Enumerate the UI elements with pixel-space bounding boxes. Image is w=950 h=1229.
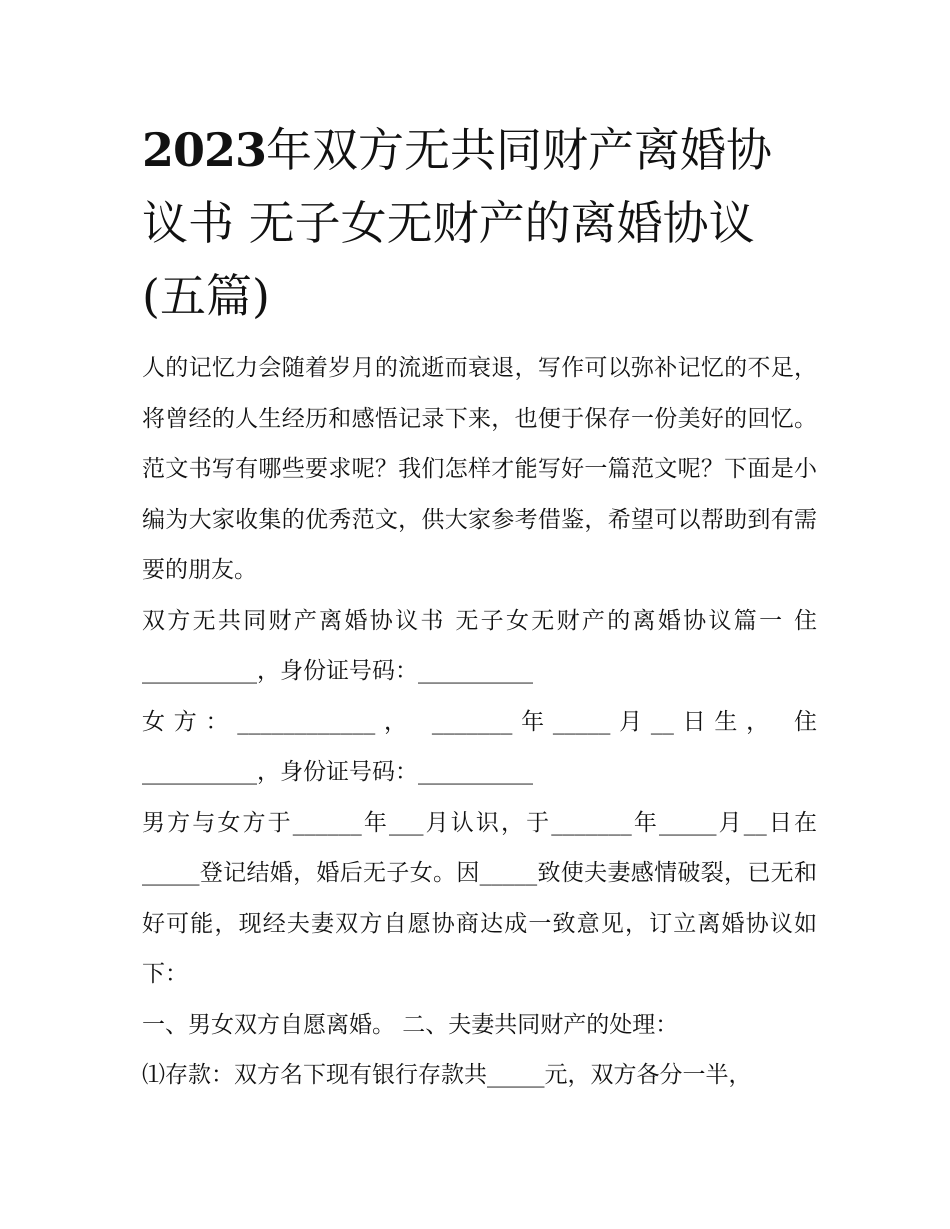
female-party-paragraph: 女方：____________， _______年_____月__日生， 住__________，身份证号码：__________ — [142, 708, 817, 785]
title-year: 2023 — [142, 123, 267, 177]
document-body — [142, 343, 817, 1101]
agreement-heading-paragraph: 双方无共同财产离婚协议书 无子女无财产的离婚协议篇一 住__________，身份证号码：__________ — [142, 607, 817, 684]
document-page — [142, 114, 817, 1101]
document-title — [142, 114, 817, 333]
intro-paragraph: 人的记忆力会随着岁月的流逝而衰退，写作可以弥补记忆的不足，将曾经的人生经历和感悟记录下来，也便于保存一份美好的回忆。范文书写有哪些要求呢？我们怎样才能写好一篇范文呢？下面是小编为大家收集的优秀范文，供大家参考借鉴，希望可以帮助到有需要的朋友。 — [142, 355, 817, 583]
marriage-background-paragraph: 男方与女方于______年___月认识，于_______年_____月__日在_____登记结婚，婚后无子女。因_____致使夫妻感情破裂，已无和好可能，现经夫妻双方自愿协商达成一致意见，订立离婚协议如下： — [142, 809, 817, 987]
clause-paragraph: 一、男女双方自愿离婚。 二、夫妻共同财产的处理： — [142, 1011, 679, 1038]
deposit-clause-paragraph: ⑴存款：双方名下现有银行存款共_____元，双方各分一半， — [142, 1062, 752, 1088]
title-text: 年双方无共同财产离婚协议书 无子女无财产的离婚协议(五篇) — [142, 123, 773, 323]
